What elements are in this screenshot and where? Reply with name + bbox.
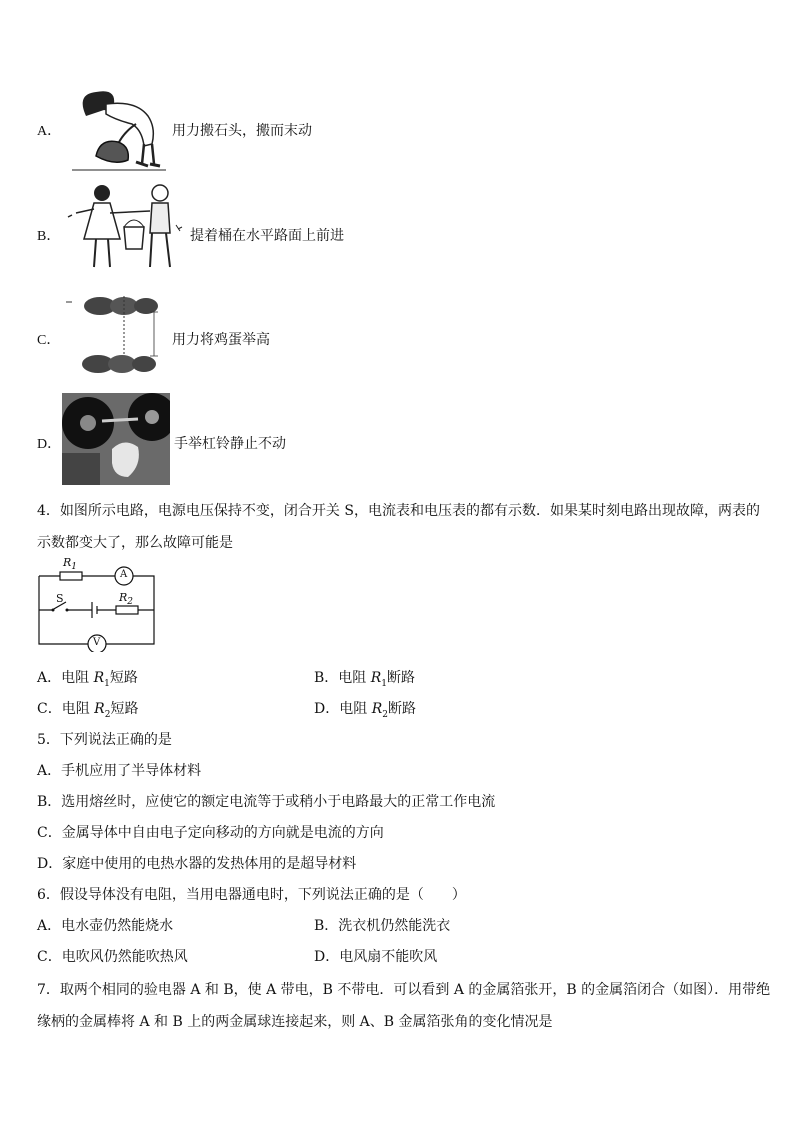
q4-option-a: A．电阻 $R_1$短路: [37, 670, 138, 689]
question-7-stem-line-1: 7．取两个相同的验电器 A 和 B，使 A 带电，B 不带电．可以看到 A 的金属箔张开，B 的金属箔闭合（如图）．用带绝: [37, 982, 771, 998]
q4-option-b: B．电阻 $R_1$断路: [314, 670, 416, 689]
ammeter-label: A: [120, 569, 128, 580]
q5-option-a: A．手机应用了半导体材料: [37, 763, 202, 779]
resistor-r1: [60, 572, 82, 580]
question-4-stem-line-2: 示数都变大了，那么故障可能是: [37, 535, 233, 551]
option-letter: D．: [37, 437, 62, 452]
q5-option-d: D．家庭中使用的电热水器的发热体用的是超导材料: [37, 856, 357, 872]
question-7-stem-line-2: 缘柄的金属棒将 A 和 B 上的两金属球连接起来，则 A、B 金属箔张角的变化情况是: [37, 1014, 553, 1030]
q4-option-c: C．电阻 $R_2$短路: [37, 701, 139, 720]
question-5-stem: 5．下列说法正确的是: [37, 732, 172, 748]
circuit-diagram: [36, 558, 160, 652]
children-carrying-bucket-image: [66, 183, 186, 277]
r1-label: $R_1$: [63, 556, 78, 573]
barbell-photo-image: [62, 393, 170, 485]
option-text: 用力将鸡蛋举高: [172, 332, 270, 348]
q6-option-d: D．电风扇不能吹风: [314, 949, 438, 965]
question-6-stem: 6．假设导体没有电阻，当用电器通电时，下列说法正确的是（ ）: [37, 887, 466, 903]
q6-option-b: B．洗衣机仍然能洗衣: [314, 918, 451, 934]
option-letter: C．: [37, 333, 61, 348]
q6-option-c: C．电吹风仍然能吹热风: [37, 949, 188, 965]
option-text: 提着桶在水平路面上前进: [190, 228, 344, 244]
eggs-lifted-image: [66, 290, 170, 382]
person-lifting-stone-image: [66, 86, 170, 172]
question-4-stem-line-1: 4．如图所示电路，电源电压保持不变，闭合开关 S，电流表和电压表的都有示数．如果某时刻电路出现故障，两表的: [37, 503, 760, 519]
q5-option-c: C．金属导体中自由电子定向移动的方向就是电流的方向: [37, 825, 384, 841]
option-text: 用力搬石头，搬而末动: [172, 123, 312, 139]
option-letter: B．: [37, 229, 61, 244]
q6-option-a: A．电水壶仍然能烧水: [37, 918, 174, 934]
resistor-r2: [116, 606, 138, 614]
r2-label: $R_2$: [119, 591, 134, 608]
q4-option-d: D．电阻 $R_2$断路: [314, 701, 416, 720]
switch-label: S: [56, 592, 64, 605]
q5-option-b: B．选用熔丝时，应使它的额定电流等于或稍小于电路最大的正常工作电流: [37, 794, 496, 810]
voltmeter-label: V: [93, 637, 101, 648]
option-letter: A．: [37, 124, 62, 139]
option-text: 手举杠铃静止不动: [174, 436, 286, 452]
